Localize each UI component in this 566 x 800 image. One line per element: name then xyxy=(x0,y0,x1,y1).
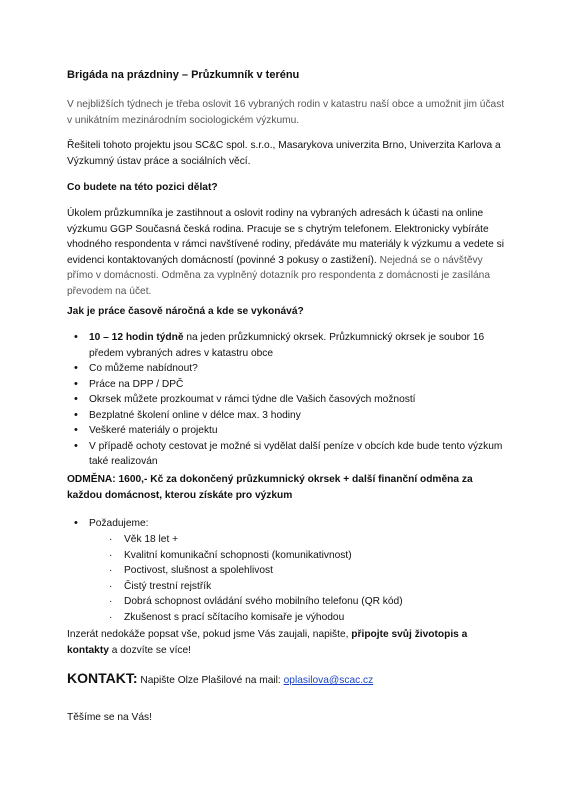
requirements-sublist xyxy=(107,532,403,625)
hours-rest: na jeden průzkumnický okrsek. Průzkumnický okrsek je soubor 16 předem vybraných adres v katastru obce xyxy=(89,332,485,359)
closing-plain: Inzerát nedokáže popsat vše, pokud jsme Vás zaujali, napište, xyxy=(67,629,352,640)
duties-text: Úkolem průzkumníka je zastihnout a oslovit rodiny na vybraných adresách k účasti na online výzkumu GGP Současná česká rodina. Pracuje se s chytrým telefonem. Elektronicky vybíráte vhodného respondenta v rámci navštívené rodiny, předáváte mu materiály k výzkumu a vedete si evidenci kontaktovaných domácností (povinné 3 pokusy o zastižení). xyxy=(67,208,504,266)
reward-paragraph: ODMĚNA: 1600,- Kč za dokončený průzkumnický okrsek + další finanční odměna za každou domácnost, kterou získáte pro výzkum xyxy=(67,474,473,501)
requirements-label: • Požadujeme: xyxy=(67,516,507,532)
list-item: · Dobrá schopnost ovládání svého mobilního telefonu (QR kód) xyxy=(107,594,403,610)
list-item xyxy=(67,330,507,361)
duties-note: Nejedná se o návštěvy přímo v domácnosti. Odměna za vyplněný dotazník pro respondenta z domácnosti je zasílána převodem na účet. xyxy=(67,254,491,297)
signoff: Těšíme se na Vás! xyxy=(67,712,152,723)
list-item: · Poctivost, slušnost a spolehlivost xyxy=(107,563,403,579)
contact-line xyxy=(67,670,373,689)
list-item: • V případě ochoty cestovat je možné si vydělat další peníze v obcích kde bude tento výzkum také realizován xyxy=(67,439,507,470)
list-item: · Věk 18 let + xyxy=(107,532,403,548)
hours-bold: 10 – 12 hodin týdně xyxy=(89,332,184,343)
duties-paragraph xyxy=(67,206,507,299)
list-item: • Veškeré materiály o projektu xyxy=(67,423,507,439)
section-heading-duties: Co budete na této pozici dělat? xyxy=(67,182,218,193)
contact-text: Napište Olze Plašilové na mail: xyxy=(137,675,284,686)
requirements-list xyxy=(67,516,507,532)
list-item: · Zkušenost s prací sčítacího komisaře je výhodou xyxy=(107,610,403,626)
list-item: · Kvalitní komunikační schopnosti (komunikativnost) xyxy=(107,548,403,564)
solvers-paragraph: Řešiteli tohoto projektu jsou SC&C spol. s.r.o., Masarykova univerzita Brno, Univerzita Karlova a Výzkumný ústav práce a sociálních věcí. xyxy=(67,140,501,167)
list-item: • Práce na DPP / DPČ xyxy=(67,377,507,393)
time-bullet-list xyxy=(67,330,507,470)
contact-label: KONTAKT: xyxy=(67,670,138,686)
closing-paragraph xyxy=(67,627,507,658)
list-item: • Co můžeme nabídnout? xyxy=(67,361,507,377)
intro-paragraph: V nejbližších týdnech je třeba oslovit 16 vybraných rodin v katastru naší obce a umožnit jim účast v unikátním mezinárodním sociologickém výzkumu. xyxy=(67,99,505,126)
list-item: • Okrsek můžete prozkoumat v rámci týdne dle Vašich časových možností xyxy=(67,392,507,408)
document-title: Brigáda na prázdniny – Průzkumník v terénu xyxy=(67,69,300,81)
closing-end: a dozvíte se více! xyxy=(108,644,192,656)
list-item: · Čistý trestní rejstřík xyxy=(107,579,403,595)
closing-bold: připojte svůj životopis a kontakty xyxy=(67,629,468,656)
contact-email-link[interactable]: oplasilova@scac.cz xyxy=(283,675,374,686)
section-heading-time: Jak je práce časově náročná a kde se vykonává? xyxy=(67,306,304,317)
list-item: • Bezplatné školení online v délce max. 3 hodiny xyxy=(67,408,507,424)
